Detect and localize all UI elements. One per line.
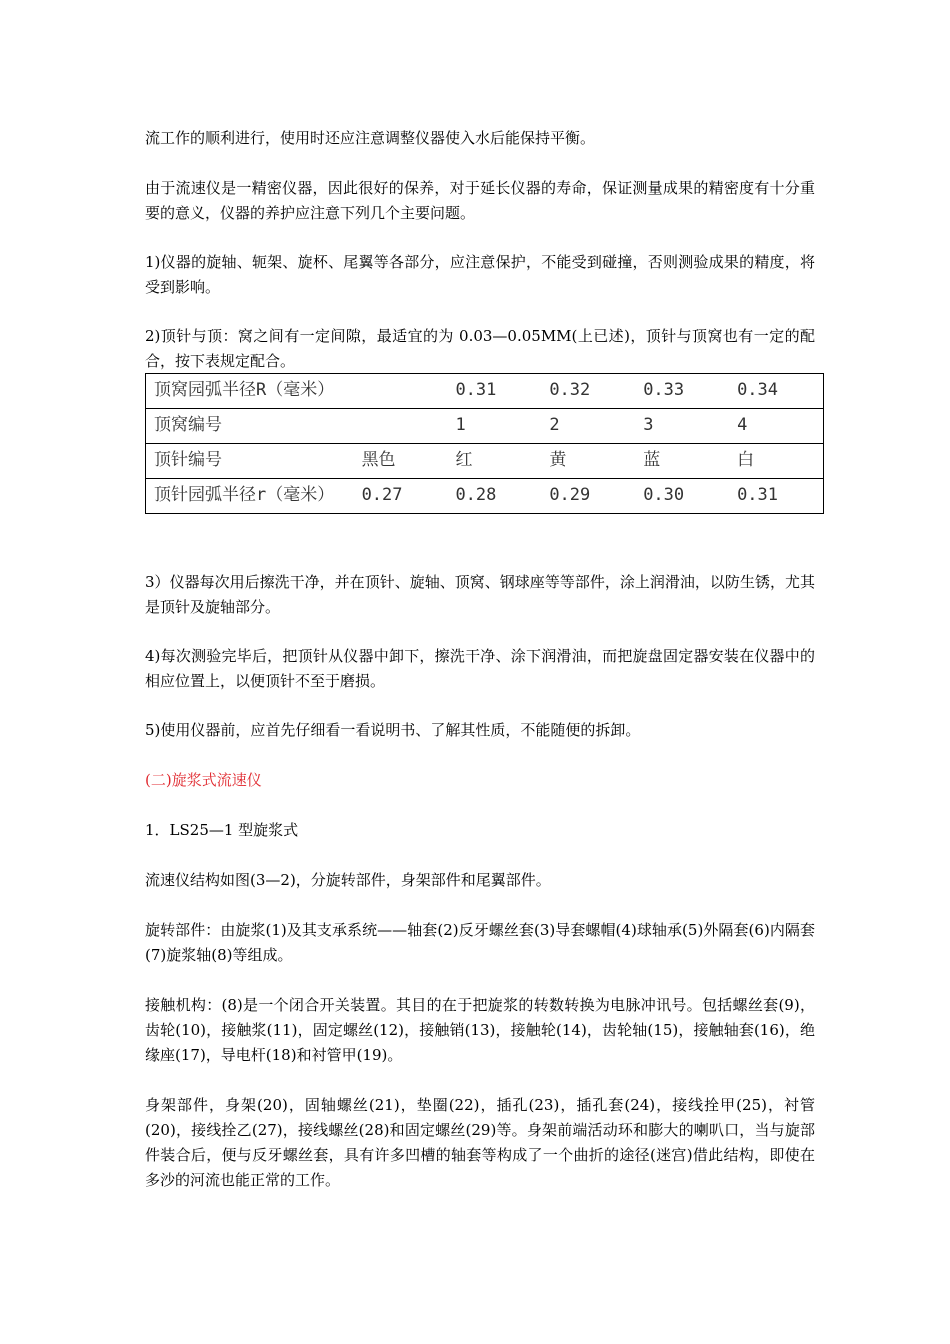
table-cell: 3 <box>635 409 729 444</box>
table-cell: 0.30 <box>635 479 729 514</box>
table-row <box>146 444 824 479</box>
table-cell: 红 <box>447 444 541 479</box>
table-cell <box>354 374 448 409</box>
table-cell: 4 <box>729 409 823 444</box>
table-row <box>146 409 824 444</box>
paragraph-1: 流工作的顺利进行，使用时还应注意调整仪器使入水后能保持平衡。 <box>145 129 596 147</box>
table-cell: 0.31 <box>729 479 823 514</box>
paragraph-2: 由于流速仪是一精密仪器，因此很好的保养，对于延长仪器的寿命，保证测量成果的精密度有十分重要的意义，仪器的养护应注意下列几个主要问题。 <box>145 179 815 222</box>
table-cell: 黑色 <box>354 444 448 479</box>
paragraph-5: 3）仪器每次用后擦洗干净，并在顶针、旋轴、顶窝、钢球座等等部件，涂上润滑油，以防生锈，尤其是顶针及旋轴部分。 <box>145 573 815 616</box>
paragraph-10: 旋转部件：由旋浆(1)及其支承系统——轴套(2)反牙螺丝套(3)导套螺帽(4)球轴承(5)外隔套(6)内隔套(7)旋浆轴(8)等组成。 <box>145 921 815 964</box>
table-cell: 0.33 <box>643 380 685 400</box>
table-row <box>146 374 824 409</box>
paragraph-6: 4)每次测验完毕后，把顶针从仪器中卸下，擦洗干净、涂下润滑油，而把旋盘固定器安装在仪器中的相应位置上，以便顶针不至于磨损。 <box>145 647 815 690</box>
table-cell: 0.34 <box>737 380 779 400</box>
table-cell: 0.32 <box>549 380 591 400</box>
table-cell: 0.29 <box>541 479 635 514</box>
section-heading: (二)旋浆式流速仪 <box>145 771 262 789</box>
paragraph-4: 2)顶针与顶：窝之间有一定间隙，最适宜的为 0.03—0.05MM(上已述)，顶针与顶窝也有一定的配合，按下表规定配合。 <box>145 327 815 370</box>
paragraph-12: 身架部件，身架(20)，固轴螺丝(21)，垫圈(22)，插孔(23)，插孔套(24)，接线拴甲(25)，衬管(20)，接线拴乙(27)，接线螺丝(28)和固定螺丝(29)等。身架前端活动环和膨大的喇叭口，当与旋部件装合后，便与反牙螺丝套，具有许多凹槽的轴套等构成了一个曲折的途径(迷宫)借此结构，即使在多沙的河流也能正常的工作。 <box>145 1096 815 1189</box>
table-row <box>146 479 824 514</box>
table-cell: 顶针园弧半径r（毫米） <box>146 479 354 514</box>
table-cell: 0.28 <box>447 479 541 514</box>
paragraph-9: 流速仪结构如图(3—2)，分旋转部件，身架部件和尾翼部件。 <box>145 871 551 889</box>
paragraph-3: 1)仪器的旋轴、轭架、旋杯、尾翼等各部分，应注意保护，不能受到碰撞，否则测验成果的精度，将受到影响。 <box>145 253 815 296</box>
paragraph-11: 接触机构：(8)是一个闭合开关装置。其目的在于把旋浆的转数转换为电脉冲讯号。包括螺丝套(9)，齿轮(10)，接触浆(11)，固定螺丝(12)，接触销(13)，接触轮(14)，齿轮轴(15)，接触轴套(16)，绝缘座(17)，导电杆(18)和衬管甲(19)。 <box>145 996 815 1064</box>
table-cell: 2 <box>541 409 635 444</box>
table-cell: 0.27 <box>354 479 448 514</box>
table-cell: 黄 <box>541 444 635 479</box>
table-cell: 1 <box>447 409 541 444</box>
paragraph-7: 5)使用仪器前，应首先仔细看一看说明书、了解其性质，不能随便的拆卸。 <box>145 721 641 739</box>
table-cell: 顶窝园弧半径R（毫米） <box>154 380 335 400</box>
table-cell: 顶针编号 <box>146 444 354 479</box>
table-cell <box>354 409 448 444</box>
table-cell: 顶窝编号 <box>146 409 354 444</box>
table-cell: 蓝 <box>635 444 729 479</box>
table-cell: 白 <box>729 444 823 479</box>
paragraph-8: 1．LS25—1 型旋浆式 <box>145 821 299 839</box>
spec-table <box>145 373 824 514</box>
table-cell: 0.31 <box>455 380 497 400</box>
